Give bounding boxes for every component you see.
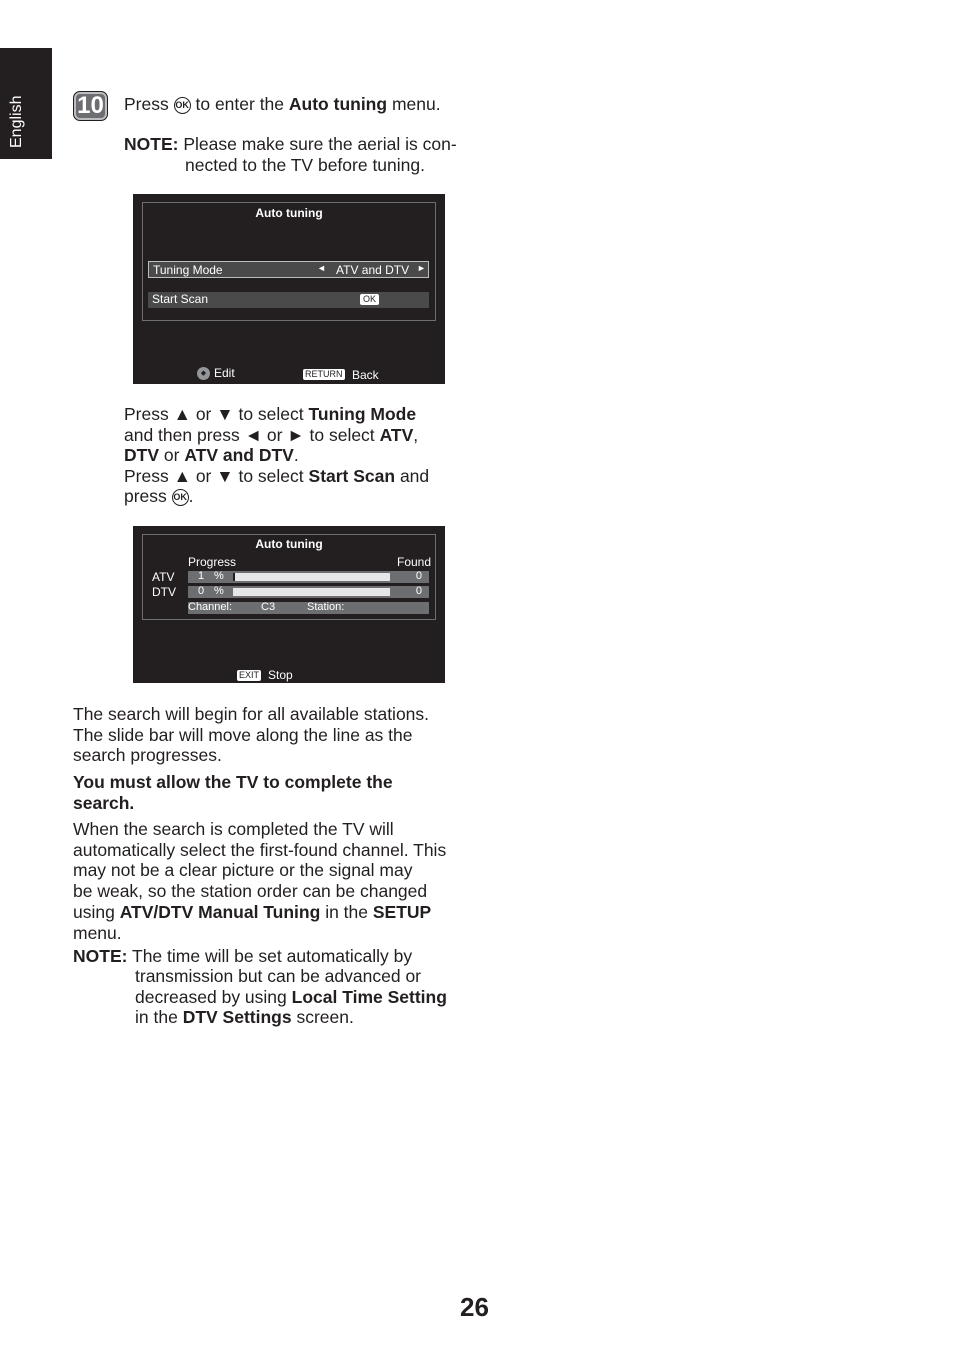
auto-tuning-progress-screen: [133, 526, 445, 683]
dtv-progress-bar: [233, 588, 390, 596]
screen-title: Auto tuning: [255, 537, 323, 551]
arrow-left-icon: ◄: [317, 263, 326, 273]
exit-key-badge: EXIT: [239, 670, 260, 680]
navigation-pad-icon: ◆: [197, 367, 210, 380]
instruction-line-3: DTV or ATV and DTV.: [124, 445, 299, 465]
ok-button-icon: OK: [172, 489, 189, 506]
note-aerial-cont: nected to the TV before tuning.: [185, 155, 425, 175]
note-time-setting: NOTE: The time will be set automatically by: [73, 946, 413, 966]
dtv-progress-row: 0 % 0: [188, 586, 429, 598]
edit-label: Edit: [214, 366, 235, 380]
complete-search-warning: You must allow the TV to complete the search.: [73, 772, 393, 813]
progress-header: Progress: [188, 555, 237, 569]
auto-tuning-screen: [133, 194, 445, 384]
arrow-right-icon: ►: [417, 263, 426, 273]
note-time-setting-cont: transmission but can be advanced or decreased by using Local Time Setting in the DTV Settings screen.: [135, 966, 447, 1028]
note-aerial: NOTE: Please make sure the aerial is con-: [124, 134, 457, 154]
search-description: The search will begin for all available stations. The slide bar will move along the line as the search progresses.: [73, 704, 430, 766]
instruction-line-2: and then press ◄ or ► to select ATV,: [124, 425, 419, 445]
language-tab: [0, 48, 52, 159]
stop-label: Stop: [268, 668, 293, 682]
instruction-line-4: Press ▲ or ▼ to select Start Scan and: [124, 466, 430, 486]
instruction-line-1: Press ▲ or ▼ to select Tuning Mode: [124, 404, 417, 424]
step-number-badge: 10: [73, 91, 108, 121]
back-label: Back: [352, 368, 379, 382]
tuning-mode-row[interactable]: Tuning Mode ◄ ATV and DTV ►: [148, 261, 429, 278]
dtv-label: DTV: [152, 585, 176, 599]
language-tab-label: English: [8, 95, 25, 148]
return-key-badge: RETURN: [305, 369, 343, 379]
found-header: Found: [397, 555, 432, 569]
instruction-line-5: press OK .: [124, 486, 194, 506]
ok-key-badge[interactable]: OK: [360, 294, 379, 305]
channel-info-row: Channel: C3 Station:: [188, 602, 429, 614]
atv-progress-fill: [233, 573, 235, 581]
search-complete-paragraph: When the search is completed the TV will automatically select the first-found channel. This may not be a clear picture or the signal may be weak, so the station order can be changed using ATV/DTV Manual Tuning in the SETUP menu.: [73, 819, 447, 943]
atv-label: ATV: [152, 570, 175, 584]
page-number: 26: [460, 1292, 489, 1322]
start-scan-row[interactable]: Start Scan OK: [148, 292, 429, 308]
atv-progress-row: 1 % 0: [188, 571, 429, 583]
screen-title: Auto tuning: [255, 206, 323, 220]
atv-progress-bar: [233, 573, 390, 581]
step-10-instruction: Press OK to enter the Auto tuning menu.: [124, 94, 441, 114]
ok-button-icon: OK: [174, 97, 191, 114]
